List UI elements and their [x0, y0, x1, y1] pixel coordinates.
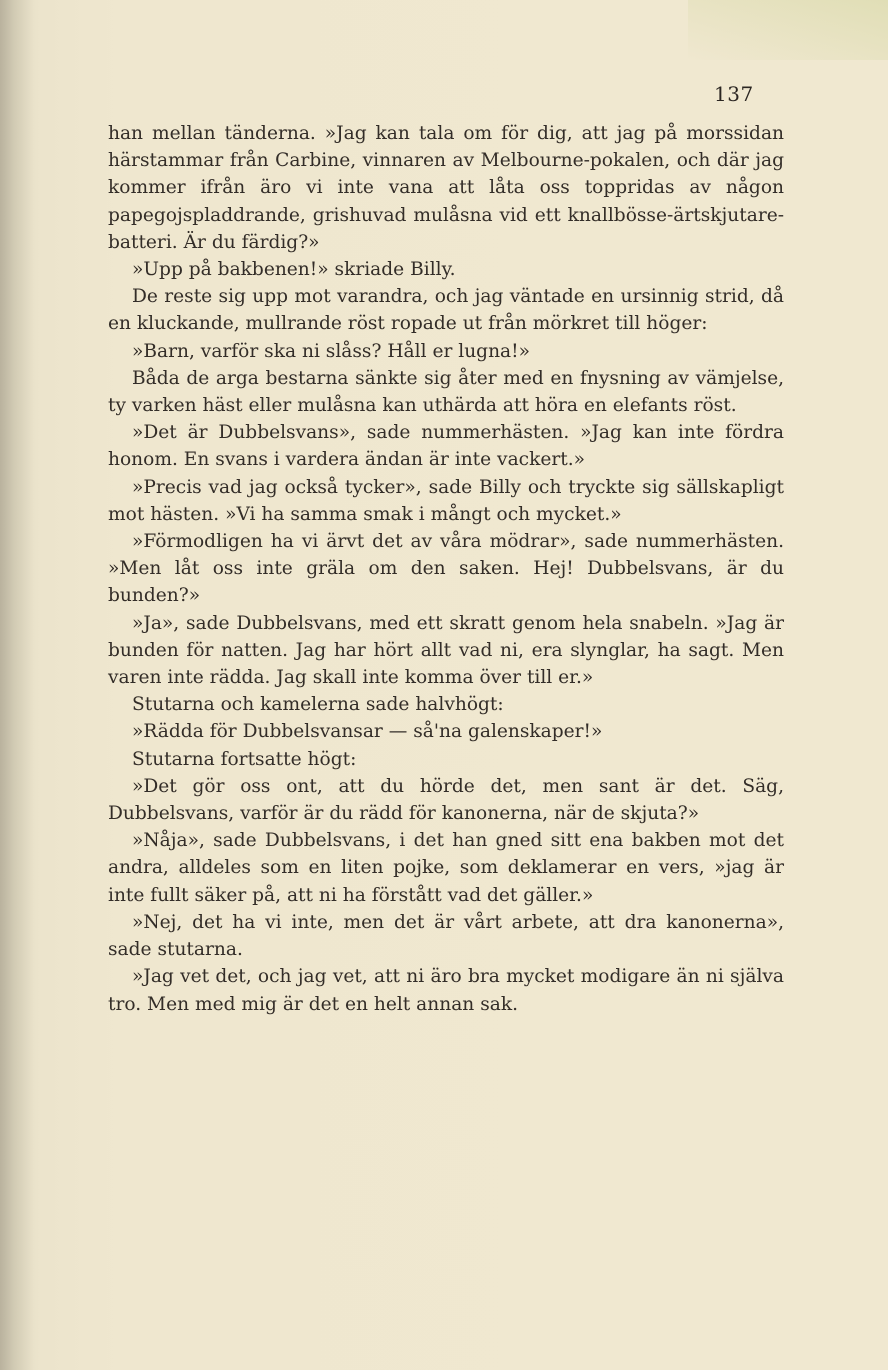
- paragraph: »Ja», sade Dubbelsvans, med ett skratt genom hela snabeln. »Jag är bunden för natten. Jag har hört allt vad ni, era slynglar, ha sagt. Men varen inte rädda. Jag skall inte komma över till er.»: [108, 612, 784, 689]
- paragraph: De reste sig upp mot varandra, och jag väntade en ursinnig strid, då en kluckande, mullrande röst ropade ut från mörkret till höger:: [108, 286, 784, 335]
- paragraph: »Rädda för Dubbelsvansar — så'na galenskaper!»: [132, 721, 603, 743]
- body-text: [108, 120, 784, 1018]
- paragraph: »Nej, det ha vi inte, men det är vårt arbete, att dra kanonerna», sade stutarna.: [108, 911, 784, 961]
- page-discoloration: [688, 0, 888, 60]
- paragraph: han mellan tänderna. »Jag kan tala om för dig, att jag på morssidan härstammar från Carbine, vinnaren av Melbourne-pokalen, och där jag kommer ifrån äro vi inte vana att låta oss toppridas av någon papegojspladdrande, grishuvad mulåsna vid ett knallbösse-ärtskjutare-batteri. Är du färdig?»: [108, 123, 784, 253]
- paragraph: »Upp på bakbenen!» skriade Billy.: [132, 259, 456, 281]
- paragraph: »Det gör oss ont, att du hörde det, men sant är det. Säg, Dubbelsvans, varför är du rädd för kanonerna, när de skjuta?»: [108, 775, 784, 825]
- binding-shadow: [0, 0, 34, 1370]
- paragraph: »Barn, varför ska ni slåss? Håll er lugna!»: [132, 340, 530, 362]
- paragraph: Båda de arga bestarna sänkte sig åter med en fnysning av vämjelse, ty varken häst eller mulåsna kan uthärda att höra en elefants röst.: [108, 367, 784, 417]
- paragraph: »Jag vet det, och jag vet, att ni äro bra mycket modigare än ni själva tro. Men med mig är det en helt annan sak.: [108, 966, 784, 1015]
- page-number: 137: [714, 82, 754, 106]
- paragraph: »Det är Dubbelsvans», sade nummerhästen. »Jag kan inte fördra honom. En svans i vardera ändan är inte vackert.»: [108, 422, 784, 471]
- paragraph: Stutarna fortsatte högt:: [132, 748, 357, 770]
- paragraph: »Precis vad jag också tycker», sade Billy och tryckte sig sällskapligt mot hästen. »Vi ha samma smak i mångt och mycket.»: [108, 476, 784, 525]
- paragraph: Stutarna och kamelerna sade halvhögt:: [132, 694, 504, 716]
- paragraph: »Förmodligen ha vi ärvt det av våra mödrar», sade nummerhästen. »Men låt oss inte gräla om den saken. Hej! Dubbelsvans, är du bunden?»: [108, 531, 784, 607]
- paragraph: »Nåja», sade Dubbelsvans, i det han gned sitt ena bakben mot det andra, alldeles som en liten pojke, som deklamerar en vers, »jag är inte fullt säker på, att ni ha förstått vad det gäller.»: [108, 830, 784, 906]
